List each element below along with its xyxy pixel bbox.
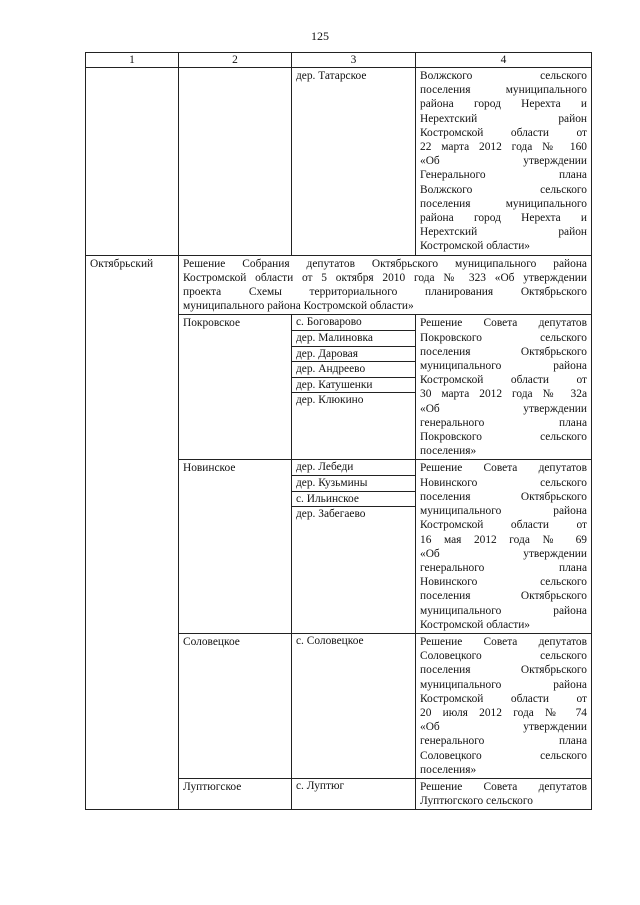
settlement-decision <box>416 633 592 778</box>
decision-line: поселения Октябрьского <box>420 345 587 358</box>
settlement-name: Покровское <box>179 315 292 460</box>
settlement-name: Луптюгское <box>179 778 292 809</box>
decision-line: муниципального района <box>420 678 587 691</box>
decision-line: Решение Совета депутатов <box>420 635 587 648</box>
villages-cell <box>292 460 416 633</box>
settlement-decision <box>416 315 592 460</box>
village-name: дер. Кузьмины <box>292 476 415 492</box>
page-number: 125 <box>311 29 329 43</box>
village-name: дер. Андреево <box>292 362 415 378</box>
decision-line: генерального плана <box>420 561 587 574</box>
decision-line: Соловецкого сельского <box>420 650 587 663</box>
column-header: 4 <box>416 53 592 68</box>
village-name: с. Луптюг <box>296 779 345 792</box>
decision-line: муниципального района <box>420 604 587 617</box>
decision-line: 22 марта 2012 года № 160 <box>420 141 587 154</box>
village-name: с. Ильинское <box>292 492 415 508</box>
decision-line: поселения Октябрьского <box>420 490 587 503</box>
column-header: 3 <box>292 53 416 68</box>
decision-line: Костромской области» <box>420 240 530 253</box>
decision-line: Костромской области от <box>420 126 587 139</box>
decision-line: муниципального района Костромской области» <box>183 300 414 313</box>
decision-line: Луптюгского сельского <box>420 795 533 808</box>
decision-line: Костромской области от 5 октября 2010 года № 323 «Об утверждении <box>183 271 587 284</box>
decision-line: Костромской области от <box>420 692 587 705</box>
decision-cell <box>416 68 592 256</box>
village-name: дер. Катушенки <box>292 378 415 394</box>
decision-line: района город Нерехта и <box>420 98 587 111</box>
table-row-continuation <box>86 68 592 256</box>
district-cell-empty <box>86 68 179 256</box>
settlement-cell-empty <box>179 68 292 256</box>
decision-line: поселения муниципального <box>420 84 587 97</box>
decision-line: Решение Совета депутатов <box>420 462 587 475</box>
column-header: 1 <box>86 53 179 68</box>
decision-line: «Об утверждении <box>420 721 587 734</box>
decision-line: Новинского сельского <box>420 476 587 489</box>
villages-cell <box>292 633 416 778</box>
decision-line: 30 марта 2012 года № 32а <box>420 388 587 401</box>
settlement-decision <box>416 460 592 633</box>
decision-line: Покровского сельского <box>420 431 587 444</box>
settlement-name: Соловецкое <box>179 633 292 778</box>
decision-line: проекта Схемы территориального планирования Октябрьского <box>183 286 587 299</box>
village-name: дер. Лебеди <box>292 460 415 476</box>
decision-line: поселения муниципального <box>420 197 587 210</box>
decision-line: поселения» <box>420 445 477 458</box>
decision-line: Новинского сельского <box>420 576 587 589</box>
decision-line: поселения» <box>420 763 477 776</box>
village-name: дер. Малиновка <box>292 331 415 347</box>
decision-line: района город Нерехта и <box>420 212 587 225</box>
village-name: с. Соловецкое <box>296 634 364 647</box>
decision-line: Костромской области от <box>420 374 587 387</box>
decision-line: Нерехтский район <box>420 226 587 239</box>
village-name: с. Боговарово <box>292 315 415 331</box>
district-name: Октябрьский <box>86 255 179 810</box>
decision-line: «Об утверждении <box>420 155 587 168</box>
decision-line: Волжского сельского <box>420 70 587 82</box>
decision-line: Генерального плана <box>420 169 587 182</box>
decision-line: Нерехтский район <box>420 112 587 125</box>
decision-line: генерального плана <box>420 416 587 429</box>
decision-line: «Об утверждении <box>420 547 587 560</box>
decision-line: генерального плана <box>420 735 587 748</box>
decision-line: 16 мая 2012 года № 69 <box>420 533 587 546</box>
decision-line: муниципального района <box>420 360 587 373</box>
decision-line: поселения Октябрьского <box>420 590 587 603</box>
column-header: 2 <box>179 53 292 68</box>
district-row <box>86 255 592 315</box>
village-name: дер. Забегаево <box>296 508 366 521</box>
decision-line: Костромской области» <box>420 618 530 631</box>
decision-line: «Об утверждении <box>420 402 587 415</box>
decision-line: Решение Совета депутатов <box>420 317 587 330</box>
decision-line: Покровского сельского <box>420 331 587 344</box>
settlements-table <box>85 52 592 810</box>
decision-line: Костромской области от <box>420 519 587 532</box>
decision-line: Соловецкого сельского <box>420 749 587 762</box>
settlement-decision <box>416 778 592 809</box>
village-name: дер. Даровая <box>292 347 415 363</box>
villages-cell <box>292 315 416 460</box>
decision-line: поселения Октябрьского <box>420 664 587 677</box>
table-header-row <box>86 53 592 68</box>
decision-line: муниципального района <box>420 505 587 518</box>
settlement-name: Новинское <box>179 460 292 633</box>
decision-line: Решение Совета депутатов <box>420 780 587 793</box>
village-cell: дер. Татарское <box>292 68 416 256</box>
villages-cell <box>292 778 416 809</box>
decision-line: 20 июля 2012 года № 74 <box>420 706 587 719</box>
decision-line: Волжского сельского <box>420 183 587 196</box>
district-decision <box>179 255 592 315</box>
decision-line: Решение Собрания депутатов Октябрьского муниципального района <box>183 257 587 270</box>
village-name: дер. Клюкино <box>296 394 364 407</box>
